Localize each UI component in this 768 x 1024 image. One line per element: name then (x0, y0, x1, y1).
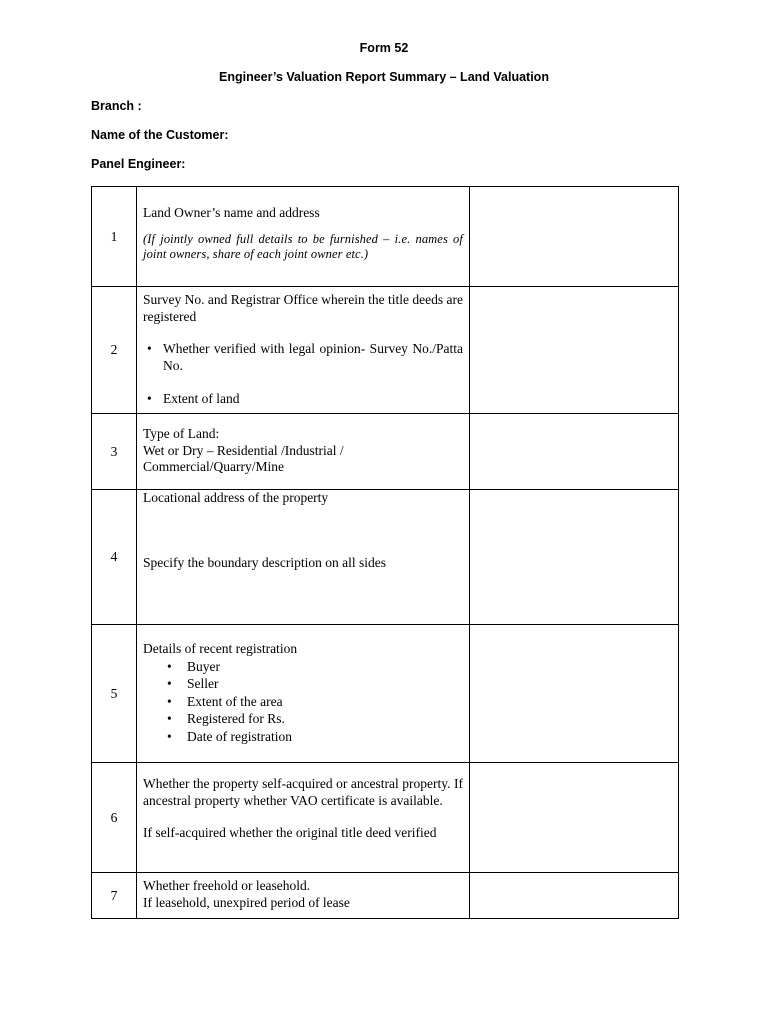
table-row (92, 490, 679, 625)
row-description (137, 625, 470, 763)
registration-bullets (143, 658, 463, 746)
table-row (92, 625, 679, 763)
value-cell[interactable] (470, 763, 679, 873)
survey-bullets (143, 341, 463, 408)
row-number: 2 (92, 287, 137, 414)
row-number: 5 (92, 625, 137, 763)
list-item: • Extent of land (163, 391, 463, 408)
row-number: 1 (92, 187, 137, 287)
table-row (92, 187, 679, 287)
row-description (137, 414, 470, 490)
registration-heading: Details of recent registration (143, 641, 298, 656)
row-description (137, 287, 470, 414)
form-number: Form 52 (359, 41, 409, 55)
locational-address-line: Locational address of the property (143, 490, 329, 505)
row-description (137, 873, 470, 919)
table-row (92, 414, 679, 490)
row-number: 6 (92, 763, 137, 873)
table-row (92, 763, 679, 873)
value-cell[interactable] (470, 287, 679, 414)
valuation-table (91, 186, 679, 919)
list-item: • Date of registration (187, 728, 463, 746)
row-description (137, 763, 470, 873)
joint-owner-note: (If jointly owned full details to be furnished – i.e. names of joint owners, share of each joint owner etc.) (143, 231, 463, 261)
land-owner-heading: Land Owner’s name and address (143, 205, 320, 220)
survey-heading: Survey No. and Registrar Office wherein the title deeds are registered (143, 292, 463, 324)
list-item: • Extent of the area (187, 693, 463, 711)
row-number: 3 (92, 414, 137, 490)
value-cell[interactable] (470, 873, 679, 919)
value-cell[interactable] (470, 414, 679, 490)
tenure-line: If leasehold, unexpired period of lease (143, 894, 350, 910)
row-description (137, 187, 470, 287)
tenure-line: Whether freehold or leasehold. (143, 878, 311, 893)
land-type-line: Commercial/Quarry/Mine (143, 459, 284, 474)
land-type-line: Type of Land: (143, 426, 220, 441)
table-row (92, 287, 679, 414)
row-number: 7 (92, 873, 137, 919)
customer-name-label: Name of the Customer: (91, 128, 229, 142)
panel-engineer-label: Panel Engineer: (91, 157, 186, 171)
value-cell[interactable] (470, 625, 679, 763)
row-description (137, 490, 470, 625)
list-item: • Registered for Rs. (187, 710, 463, 728)
land-type-line: Wet or Dry – Residential /Industrial / (143, 442, 344, 458)
title-deed-line: If self-acquired whether the original title deed verified (143, 825, 437, 840)
list-item: • Buyer (187, 658, 463, 676)
table-row (92, 873, 679, 919)
branch-label: Branch : (91, 99, 142, 113)
boundary-description-line: Specify the boundary description on all sides (143, 554, 386, 570)
row-number: 4 (92, 490, 137, 625)
value-cell[interactable] (470, 187, 679, 287)
acquisition-paragraph: Whether the property self-acquired or ancestral property. If ancestral property whether VAO certificate is available. (143, 776, 463, 808)
list-item: • Whether verified with legal opinion- Survey No./Patta No. (163, 341, 463, 374)
list-item: • Seller (187, 675, 463, 693)
value-cell[interactable] (470, 490, 679, 625)
form-title: Engineer’s Valuation Report Summary – Land Valuation (219, 70, 549, 84)
